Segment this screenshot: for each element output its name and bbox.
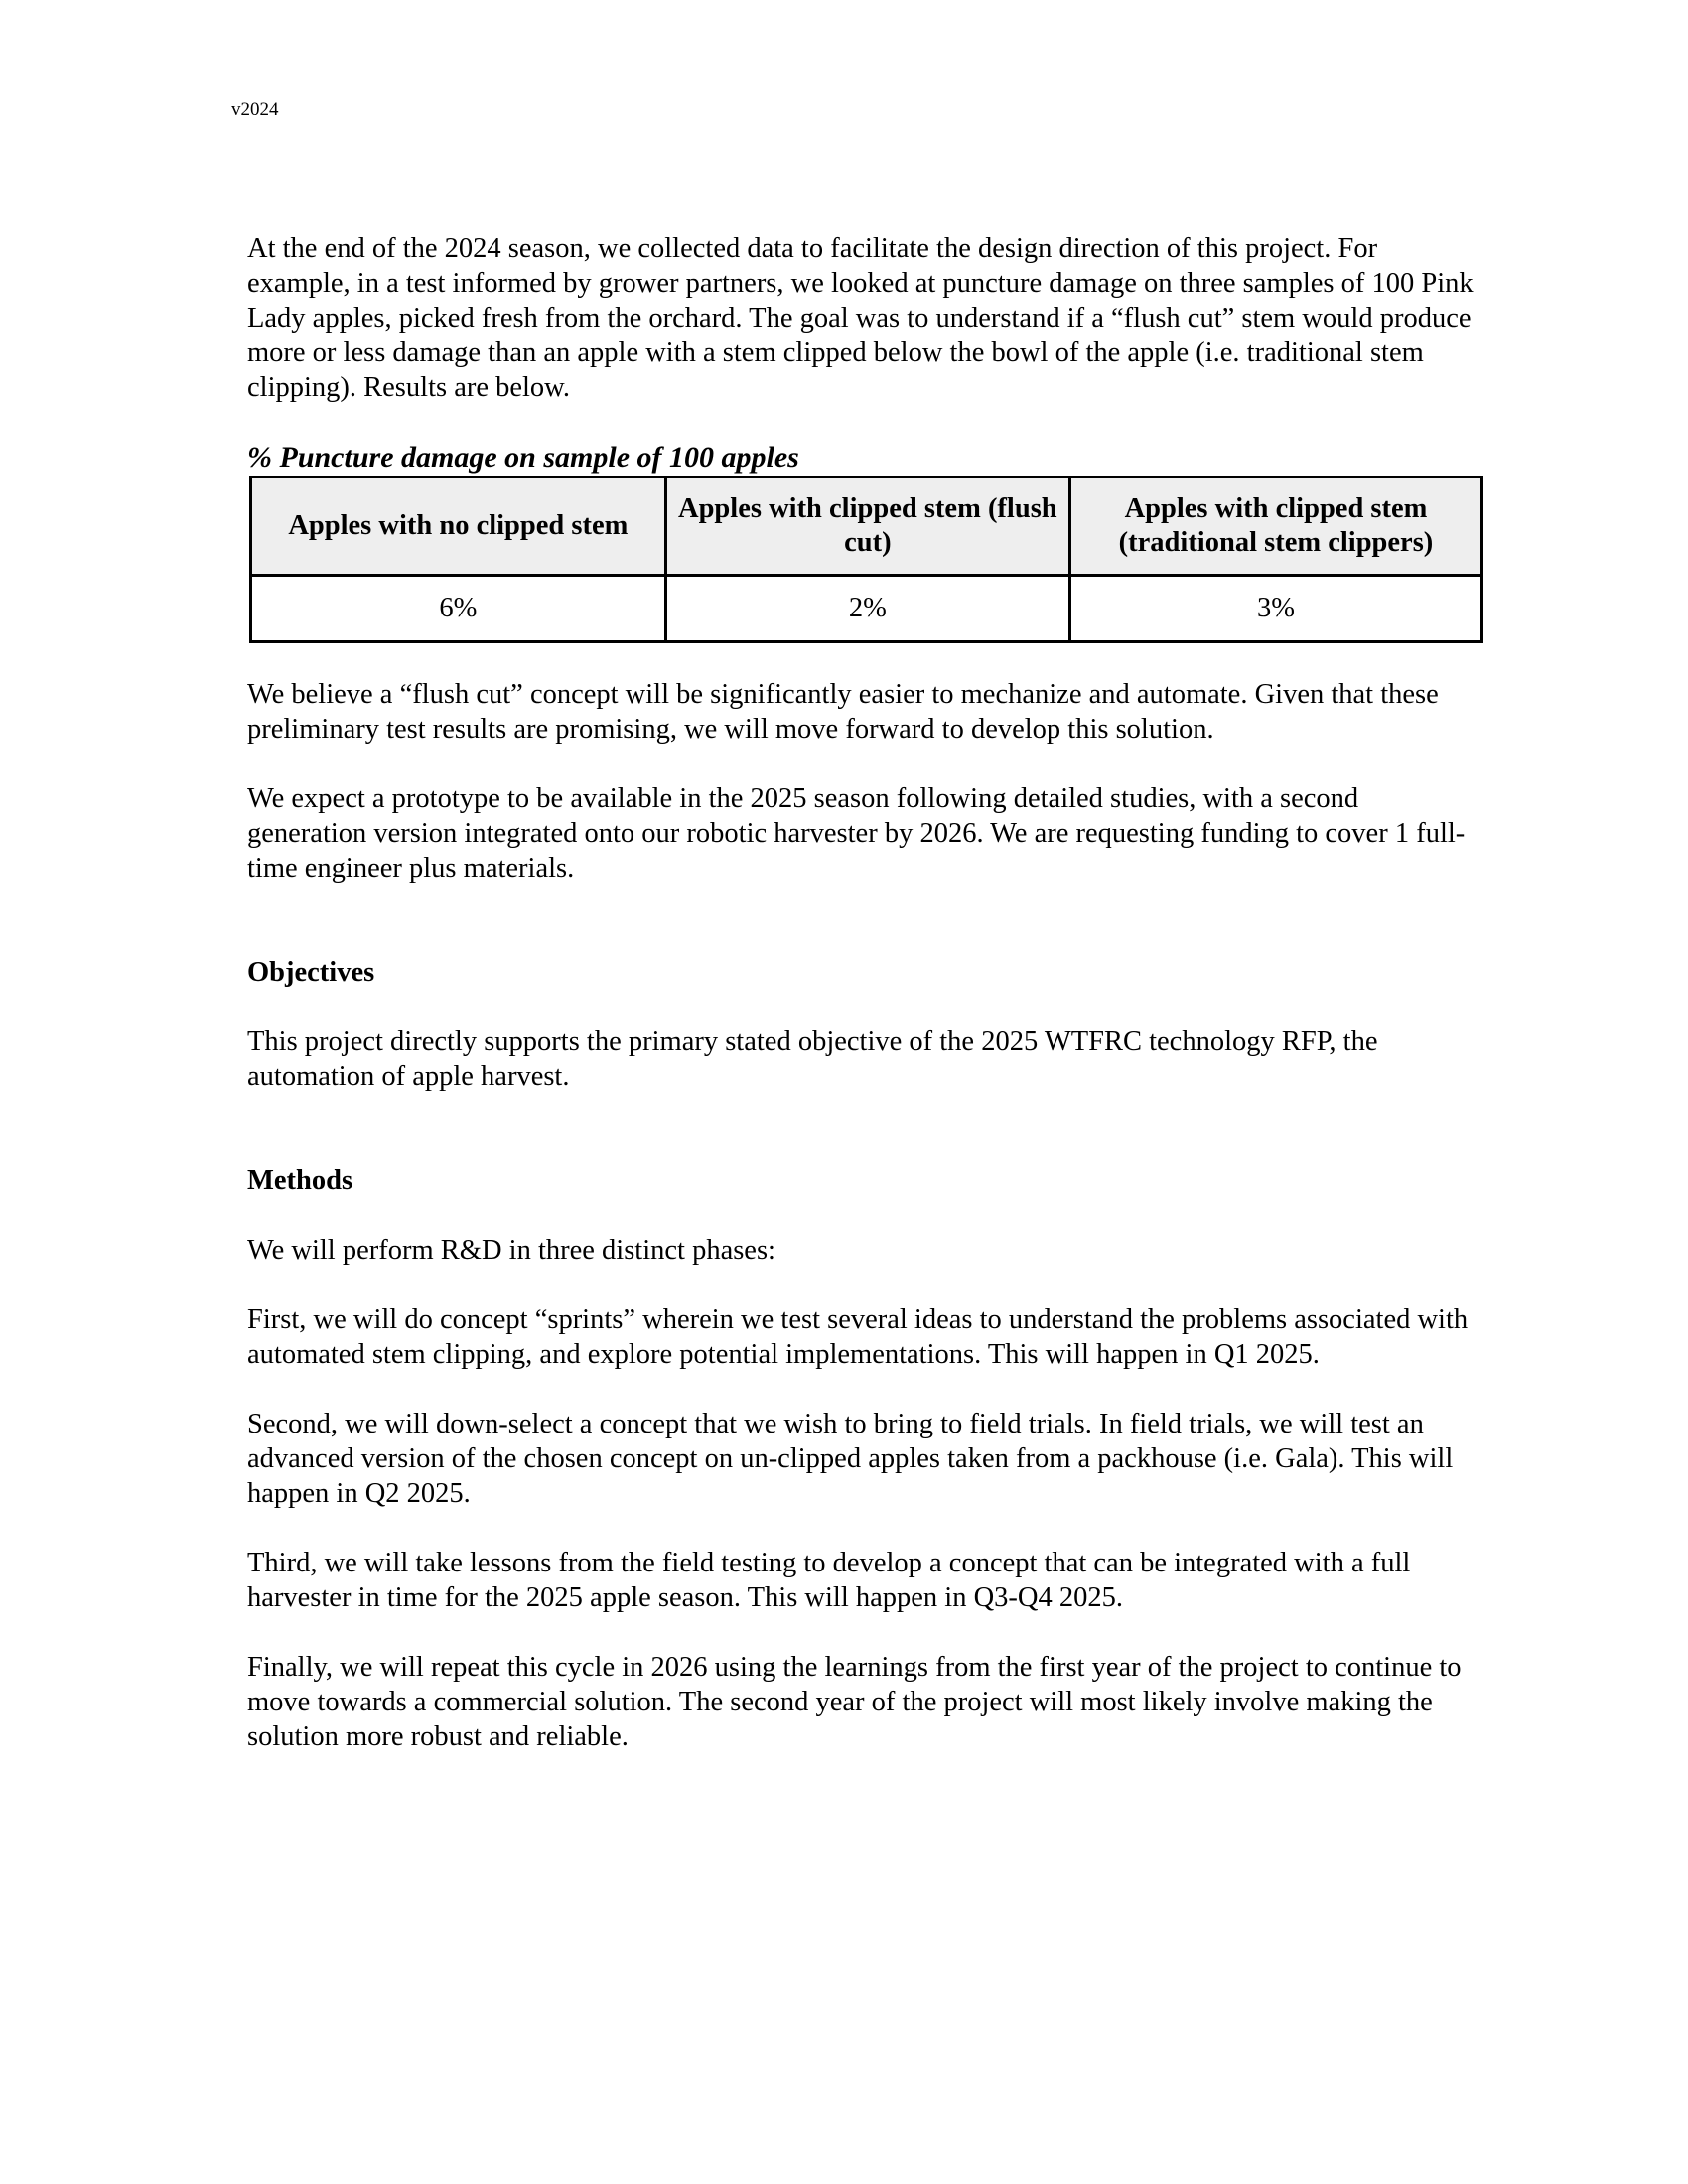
methods-intro: We will perform R&D in three distinct phases:	[247, 1235, 775, 1266]
puncture-damage-table	[249, 476, 1483, 643]
table-title: % Puncture damage on sample of 100 apples	[247, 441, 799, 474]
table-header-row	[251, 478, 1482, 576]
table-row	[251, 576, 1482, 642]
table-cell-no-clipped-stem: 6%	[251, 576, 666, 642]
methods-heading: Methods	[247, 1165, 353, 1196]
objectives-heading: Objectives	[247, 957, 375, 988]
table-cell-flush-cut: 2%	[665, 576, 1069, 642]
objectives-paragraph: This project directly supports the primary stated objective of the 2025 WTFRC technology RFP, the automation of apple harvest.	[247, 1026, 1378, 1092]
table-header-no-clipped-stem: Apples with no clipped stem	[251, 478, 666, 576]
methods-phase-4: Finally, we will repeat this cycle in 2026 using the learnings from the first year of the project to continue to move towards a commercial solution. The second year of the project will most likely involve making the solution more robust and reliable.	[247, 1652, 1462, 1752]
prototype-paragraph: We expect a prototype to be available in the 2025 season following detailed studies, with a second generation version integrated onto our robotic harvester by 2026. We are requesting funding to cover 1 full-time engineer plus materials.	[247, 783, 1466, 884]
methods-phase-1: First, we will do concept “sprints” wherein we test several ideas to understand the problems associated with automated stem clipping, and explore potential implementations. This will happen in Q1 2025.	[247, 1304, 1469, 1370]
methods-phase-3: Third, we will take lessons from the field testing to develop a concept that can be integrated with a full harvester in time for the 2025 apple season. This will happen in Q3-Q4 2025.	[247, 1548, 1411, 1613]
version-label: v2024	[231, 99, 279, 120]
document-body	[247, 231, 1483, 1754]
table-header-traditional-clippers: Apples with clipped stem (traditional stem clippers)	[1069, 478, 1481, 576]
flush-cut-paragraph: We believe a “flush cut” concept will be significantly easier to mechanize and automate. Given that these preliminary test results are promising, we will move forward to develop this solution.	[247, 679, 1439, 745]
table-header-flush-cut: Apples with clipped stem (flush cut)	[665, 478, 1069, 576]
table-cell-traditional-clippers: 3%	[1069, 576, 1481, 642]
intro-paragraph: At the end of the 2024 season, we collected data to facilitate the design direction of this project. For example, in a test informed by grower partners, we looked at puncture damage on three samples of 100 Pink Lady apples, picked fresh from the orchard. The goal was to understand if a “flush cut” stem would produce more or less damage than an apple with a stem clipped below the bowl of the apple (i.e. traditional stem clipping). Results are below.	[247, 233, 1474, 403]
methods-phase-2: Second, we will down-select a concept that we wish to bring to field trials. In field trials, we will test an advanced version of the chosen concept on un-clipped apples taken from a packhouse (i.e. Gala). This will happen in Q2 2025.	[247, 1409, 1454, 1509]
